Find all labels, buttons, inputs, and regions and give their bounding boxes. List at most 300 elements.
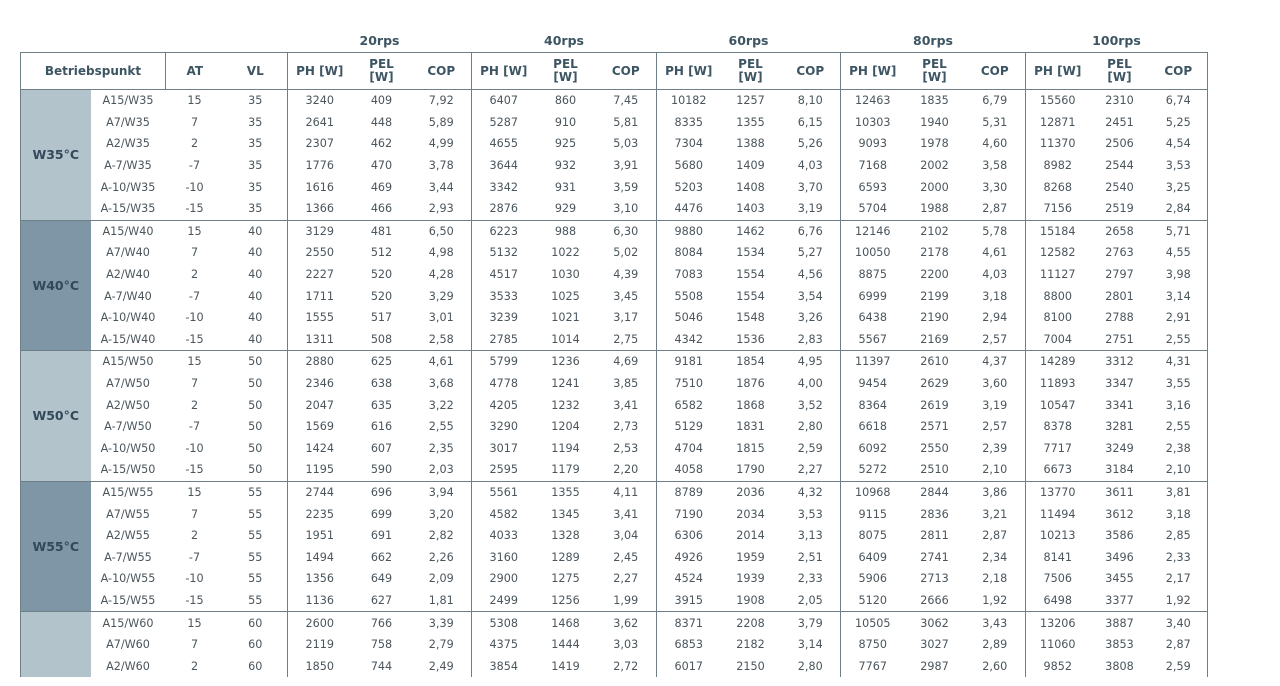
cell-betriebspunkt: A7/W50 [106, 377, 150, 391]
cell-pel: 2000 [920, 180, 949, 194]
cell-pel: 3312 [1090, 351, 1150, 373]
cell-ph: 6407 [472, 90, 536, 112]
cell-at: -10 [185, 441, 204, 455]
cell-pel: 409 [352, 90, 412, 112]
cell-ph: 5120 [858, 593, 887, 607]
cell-ph: 2785 [489, 332, 518, 346]
cell-betriebspunkt: A2/W35 [106, 137, 150, 151]
cell-cop: 2,33 [1150, 546, 1208, 568]
cell-ph: 4582 [489, 507, 518, 521]
cell-ph: 5508 [674, 289, 703, 303]
cell-pel: 2182 [736, 638, 765, 652]
col-header-pel-line1: PEL [738, 57, 763, 71]
cell-ph: 3240 [288, 90, 352, 112]
cell-at: 7 [190, 377, 199, 391]
cell-vl: 40 [224, 285, 288, 307]
cell-cop: 7,45 [596, 90, 657, 112]
cell-cop: 2,49 [412, 655, 472, 677]
cell-cop: 3,18 [965, 285, 1026, 307]
cell-cop: 2,80 [781, 655, 841, 677]
cell-cop: 3,55 [1150, 373, 1208, 395]
cell-ph: 1494 [305, 550, 334, 564]
cell-pel: 3455 [1105, 572, 1134, 586]
cell-vl: 50 [224, 351, 288, 373]
cell-ph: 2744 [288, 481, 352, 503]
cell-pel: 1232 [551, 398, 580, 412]
cell-pel: 931 [554, 180, 577, 194]
cell-pel: 1403 [736, 202, 765, 216]
cell-pel: 2540 [1105, 180, 1134, 194]
cell-ph: 3017 [489, 441, 518, 455]
cell-ph: 8075 [858, 529, 887, 543]
cell-ph: 9880 [657, 220, 721, 242]
cell-pel: 649 [370, 572, 393, 586]
cell-betriebspunkt: A15/W40 [91, 220, 166, 242]
cell-pel: 2208 [721, 612, 781, 634]
cell-ph: 4926 [674, 550, 703, 564]
cell-cop: 3,10 [596, 198, 657, 220]
cell-pel: 627 [370, 593, 393, 607]
cell-cop: 2,85 [1150, 525, 1208, 547]
cell-cop: 5,26 [781, 133, 841, 155]
cell-cop: 5,71 [1150, 220, 1208, 242]
cell-ph: 7510 [674, 377, 703, 391]
cell-cop: 3,98 [1150, 264, 1208, 286]
cell-ph: 11893 [1039, 377, 1076, 391]
cell-pel: 1022 [551, 246, 580, 260]
col-header-pel [1090, 53, 1150, 90]
col-header-pel [352, 53, 412, 90]
cell-pel: 860 [536, 90, 596, 112]
cell-cop: 2,20 [596, 459, 657, 481]
cell-vl: 35 [224, 198, 288, 220]
cell-ph: 1424 [305, 441, 334, 455]
cell-cop: 5,31 [965, 112, 1026, 134]
cell-at: 15 [166, 220, 224, 242]
cell-cop: 1,81 [412, 590, 472, 612]
cell-pel: 2801 [1105, 289, 1134, 303]
cell-ph: 4517 [489, 268, 518, 282]
cell-pel: 1289 [551, 550, 580, 564]
cell-ph: 8750 [858, 638, 887, 652]
cell-ph: 9093 [858, 137, 887, 151]
cell-cop: 2,79 [412, 634, 472, 656]
cell-pel: 1408 [736, 180, 765, 194]
cell-cop: 1,92 [1150, 590, 1208, 612]
cell-pel: 1419 [551, 659, 580, 673]
cell-pel: 1025 [551, 289, 580, 303]
cell-pel: 1835 [905, 90, 965, 112]
cell-ph: 10547 [1039, 398, 1076, 412]
cell-cop: 2,10 [965, 459, 1026, 481]
cell-pel: 1876 [736, 377, 765, 391]
cell-pel: 1554 [736, 268, 765, 282]
cell-cop: 3,01 [412, 307, 472, 329]
cell-cop: 2,55 [1150, 416, 1208, 438]
cell-betriebspunkt: A-7/W40 [104, 289, 152, 303]
cell-cop: 2,59 [781, 438, 841, 460]
cell-pel: 638 [370, 377, 393, 391]
cell-betriebspunkt: A7/W40 [106, 246, 150, 260]
cell-ph: 8875 [858, 268, 887, 282]
cell-cop: 2,17 [1150, 568, 1208, 590]
table-row [21, 373, 1208, 395]
cell-ph: 6409 [858, 550, 887, 564]
cell-vl: 40 [224, 220, 288, 242]
table-row [21, 133, 1208, 155]
table-row [21, 90, 1208, 112]
cell-pel: 2619 [920, 398, 949, 412]
cell-ph: 9454 [858, 377, 887, 391]
table-row [21, 503, 1208, 525]
cell-cop: 4,56 [781, 264, 841, 286]
cell-ph: 1195 [305, 463, 334, 477]
cell-pel: 2836 [920, 507, 949, 521]
cell-pel: 2506 [1105, 137, 1134, 151]
cell-pel: 2666 [920, 593, 949, 607]
cell-pel: 512 [370, 246, 393, 260]
cell-ph: 2235 [305, 507, 334, 521]
cell-ph: 7190 [674, 507, 703, 521]
cell-pel: 1815 [736, 441, 765, 455]
cell-ph: 5287 [489, 115, 518, 129]
cell-pel: 1241 [551, 377, 580, 391]
cell-ph: 4205 [489, 398, 518, 412]
cell-pel: 508 [370, 332, 393, 346]
cell-ph: 8364 [858, 398, 887, 412]
cell-betriebspunkt: A-10/W40 [100, 311, 156, 325]
cell-cop: 2,35 [412, 438, 472, 460]
table-row [21, 546, 1208, 568]
col-header-cop: COP [1150, 53, 1208, 90]
cell-cop: 3,41 [596, 394, 657, 416]
cell-pel: 2169 [920, 332, 949, 346]
cell-at: 15 [166, 612, 224, 634]
cell-pel: 2200 [920, 268, 949, 282]
cell-pel: 448 [370, 115, 393, 129]
cell-ph: 6593 [858, 180, 887, 194]
cell-ph: 7506 [1043, 572, 1072, 586]
cell-ph: 2499 [489, 593, 518, 607]
cell-ph: 4033 [489, 529, 518, 543]
cell-vl: 50 [224, 438, 288, 460]
cell-ph: 6498 [1043, 593, 1072, 607]
cell-pel: 2036 [721, 481, 781, 503]
cell-pel: 2741 [920, 550, 949, 564]
cell-pel: 1021 [551, 311, 580, 325]
cell-pel: 1462 [721, 220, 781, 242]
cell-ph: 8335 [674, 115, 703, 129]
cell-pel: 1939 [736, 572, 765, 586]
cell-cop: 3,58 [965, 155, 1026, 177]
cell-cop: 6,79 [965, 90, 1026, 112]
cell-ph: 10303 [854, 115, 891, 129]
cell-pel: 3062 [905, 612, 965, 634]
col-header-cop: COP [965, 53, 1026, 90]
cell-cop: 3,94 [412, 481, 472, 503]
cell-ph: 5132 [489, 246, 518, 260]
table-row [21, 459, 1208, 481]
cell-at: 2 [190, 529, 199, 543]
cell-pel: 699 [370, 507, 393, 521]
cell-ph: 6582 [674, 398, 703, 412]
cell-pel: 1275 [551, 572, 580, 586]
col-header-pel-line2: [W] [553, 70, 578, 84]
cell-cop: 2,27 [596, 568, 657, 590]
cell-pel: 1355 [736, 115, 765, 129]
cell-betriebspunkt: A15/W50 [91, 351, 166, 373]
cell-ph: 15560 [1026, 90, 1090, 112]
cell-cop: 3,16 [1150, 394, 1208, 416]
table-row [21, 307, 1208, 329]
cell-ph: 13206 [1026, 612, 1090, 634]
cell-cop: 3,39 [412, 612, 472, 634]
cell-pel: 1868 [736, 398, 765, 412]
table-row [21, 394, 1208, 416]
cell-cop: 2,87 [965, 198, 1026, 220]
cell-cop: 4,32 [781, 481, 841, 503]
cell-cop: 2,57 [965, 329, 1026, 351]
cell-pel: 3853 [1105, 638, 1134, 652]
cell-pel: 744 [370, 659, 393, 673]
cell-at: -7 [188, 159, 201, 173]
cell-betriebspunkt: A2/W55 [106, 529, 150, 543]
cell-ph: 2550 [305, 246, 334, 260]
cell-pel: 2629 [920, 377, 949, 391]
cell-cop: 4,28 [412, 264, 472, 286]
table-row [21, 198, 1208, 220]
cell-cop: 3,14 [1150, 285, 1208, 307]
cell-cop: 3,85 [596, 373, 657, 395]
cell-ph: 13770 [1026, 481, 1090, 503]
col-header-pel-line2: [W] [1107, 70, 1132, 84]
cell-cop: 3,29 [412, 285, 472, 307]
cell-cop: 1,99 [596, 590, 657, 612]
cell-cop: 3,52 [781, 394, 841, 416]
cell-ph: 10213 [1039, 529, 1076, 543]
cell-cop: 3,19 [965, 394, 1026, 416]
cell-pel: 1256 [551, 593, 580, 607]
cell-ph: 3290 [489, 420, 518, 434]
cell-ph: 1850 [305, 659, 334, 673]
cell-cop: 7,92 [412, 90, 472, 112]
cell-pel: 1388 [736, 137, 765, 151]
cell-pel: 2788 [1105, 311, 1134, 325]
cell-pel: 2544 [1105, 159, 1134, 173]
speed-group-header: 100rps [1092, 33, 1141, 48]
table-row [21, 590, 1208, 612]
cell-pel: 3586 [1105, 529, 1134, 543]
cell-pel: 1345 [551, 507, 580, 521]
group-label: W35°C [21, 90, 91, 221]
cell-at: 2 [190, 398, 199, 412]
group-label: W40°C [21, 220, 91, 351]
cell-cop: 2,60 [965, 655, 1026, 677]
cell-pel: 3281 [1105, 420, 1134, 434]
cell-at: 15 [166, 351, 224, 373]
cell-cop: 5,03 [596, 133, 657, 155]
table-row [21, 176, 1208, 198]
col-header-ph: PH [W] [288, 53, 352, 90]
cell-cop: 2,73 [596, 416, 657, 438]
cell-pel: 462 [370, 137, 393, 151]
cell-vl: 50 [224, 373, 288, 395]
col-header-betriebspunkt: Betriebspunkt [21, 53, 166, 90]
cell-cop: 2,57 [965, 416, 1026, 438]
speed-group-header: 80rps [913, 33, 953, 48]
cell-cop: 5,25 [1150, 112, 1208, 134]
cell-betriebspunkt: A-7/W50 [104, 420, 152, 434]
cell-vl: 35 [224, 155, 288, 177]
cell-ph: 5561 [472, 481, 536, 503]
cell-ph: 4778 [489, 377, 518, 391]
cell-pel: 3612 [1105, 507, 1134, 521]
cell-vl: 60 [224, 655, 288, 677]
cell-cop: 2,33 [781, 568, 841, 590]
table-row [21, 285, 1208, 307]
cell-pel: 1790 [736, 463, 765, 477]
cell-at: 7 [190, 507, 199, 521]
cell-ph: 6092 [858, 441, 887, 455]
cell-cop: 2,94 [965, 307, 1026, 329]
cell-at: -7 [188, 550, 201, 564]
cell-pel: 1257 [721, 90, 781, 112]
cell-betriebspunkt: A-10/W35 [100, 180, 156, 194]
cell-ph: 7767 [858, 659, 887, 673]
cell-betriebspunkt: A15/W35 [91, 90, 166, 112]
cell-ph: 5704 [858, 202, 887, 216]
cell-pel: 2844 [905, 481, 965, 503]
cell-pel: 2014 [736, 529, 765, 543]
cell-pel: 3611 [1090, 481, 1150, 503]
cell-pel: 2451 [1105, 115, 1134, 129]
cell-betriebspunkt: A-15/W55 [100, 593, 156, 607]
cell-ph: 5906 [858, 572, 887, 586]
cell-cop: 2,80 [781, 416, 841, 438]
cell-ph: 6017 [674, 659, 703, 673]
cell-ph: 2346 [305, 377, 334, 391]
col-header-ph: PH [W] [1026, 53, 1090, 90]
cell-ph: 9852 [1043, 659, 1072, 673]
cell-cop: 2,89 [965, 634, 1026, 656]
cell-ph: 4704 [674, 441, 703, 455]
cell-ph: 5272 [858, 463, 887, 477]
cell-pel: 2571 [920, 420, 949, 434]
table-row [21, 634, 1208, 656]
cell-ph: 10968 [841, 481, 905, 503]
cell-ph: 3854 [489, 659, 518, 673]
cell-at: 7 [190, 115, 199, 129]
cell-ph: 4342 [674, 332, 703, 346]
cell-ph: 10182 [657, 90, 721, 112]
cell-cop: 4,00 [781, 373, 841, 395]
cell-ph: 11397 [841, 351, 905, 373]
table-row [21, 438, 1208, 460]
cell-ph: 8371 [657, 612, 721, 634]
table-row [21, 351, 1208, 373]
cell-cop: 3,40 [1150, 612, 1208, 634]
cell-pel: 1194 [551, 441, 580, 455]
cell-pel: 3341 [1105, 398, 1134, 412]
cell-betriebspunkt: A15/W55 [91, 481, 166, 503]
cell-ph: 4375 [489, 638, 518, 652]
cell-ph: 11060 [1039, 638, 1076, 652]
cell-ph: 2900 [489, 572, 518, 586]
cell-ph: 11370 [1039, 137, 1076, 151]
cell-at: -15 [185, 593, 204, 607]
cell-pel: 2199 [920, 289, 949, 303]
cell-pel: 929 [554, 202, 577, 216]
cell-cop: 3,81 [1150, 481, 1208, 503]
cell-ph: 12582 [1039, 246, 1076, 260]
cell-ph: 14289 [1026, 351, 1090, 373]
col-header-pel-line2: [W] [738, 70, 763, 84]
cell-cop: 4,39 [596, 264, 657, 286]
cell-ph: 7717 [1043, 441, 1072, 455]
cell-cop: 3,30 [965, 176, 1026, 198]
cell-cop: 5,27 [781, 242, 841, 264]
cell-ph: 10505 [841, 612, 905, 634]
cell-cop: 3,22 [412, 394, 472, 416]
table-row [21, 242, 1208, 264]
cell-pel: 662 [370, 550, 393, 564]
cell-cop: 2,58 [412, 329, 472, 351]
cell-cop: 3,54 [781, 285, 841, 307]
cell-cop: 3,17 [596, 307, 657, 329]
cell-cop: 2,55 [412, 416, 472, 438]
cell-vl: 40 [224, 307, 288, 329]
cell-cop: 3,86 [965, 481, 1026, 503]
cell-cop: 2,87 [965, 525, 1026, 547]
cell-ph: 5567 [858, 332, 887, 346]
cell-ph: 15184 [1026, 220, 1090, 242]
col-header-pel [721, 53, 781, 90]
cell-betriebspunkt: A-15/W40 [100, 332, 156, 346]
cell-ph: 2641 [305, 115, 334, 129]
cell-ph: 12871 [1039, 115, 1076, 129]
cell-ph: 6618 [858, 420, 887, 434]
cell-vl: 40 [224, 264, 288, 286]
cell-cop: 6,15 [781, 112, 841, 134]
cell-ph: 7004 [1043, 332, 1072, 346]
cell-ph: 11494 [1039, 507, 1076, 521]
cell-ph: 5203 [674, 180, 703, 194]
cell-ph: 2047 [305, 398, 334, 412]
cell-pel: 607 [370, 441, 393, 455]
cell-ph: 3239 [489, 311, 518, 325]
cell-ph: 6853 [674, 638, 703, 652]
cell-pel: 2034 [736, 507, 765, 521]
cell-cop: 3,04 [596, 525, 657, 547]
cell-ph: 8378 [1043, 420, 1072, 434]
cell-ph: 10050 [854, 246, 891, 260]
cell-cop: 3,53 [1150, 155, 1208, 177]
cell-cop: 2,87 [1150, 634, 1208, 656]
cell-ph: 8268 [1043, 180, 1072, 194]
col-header-pel [905, 53, 965, 90]
cell-ph: 9115 [858, 507, 887, 521]
cell-vl: 55 [224, 481, 288, 503]
cell-ph: 2880 [288, 351, 352, 373]
cell-betriebspunkt: A2/W50 [106, 398, 150, 412]
cell-ph: 8789 [657, 481, 721, 503]
cell-pel: 1355 [536, 481, 596, 503]
cell-pel: 2519 [1105, 202, 1134, 216]
cell-cop: 8,10 [781, 90, 841, 112]
cell-cop: 5,81 [596, 112, 657, 134]
cell-cop: 2,84 [1150, 198, 1208, 220]
cell-pel: 2713 [920, 572, 949, 586]
